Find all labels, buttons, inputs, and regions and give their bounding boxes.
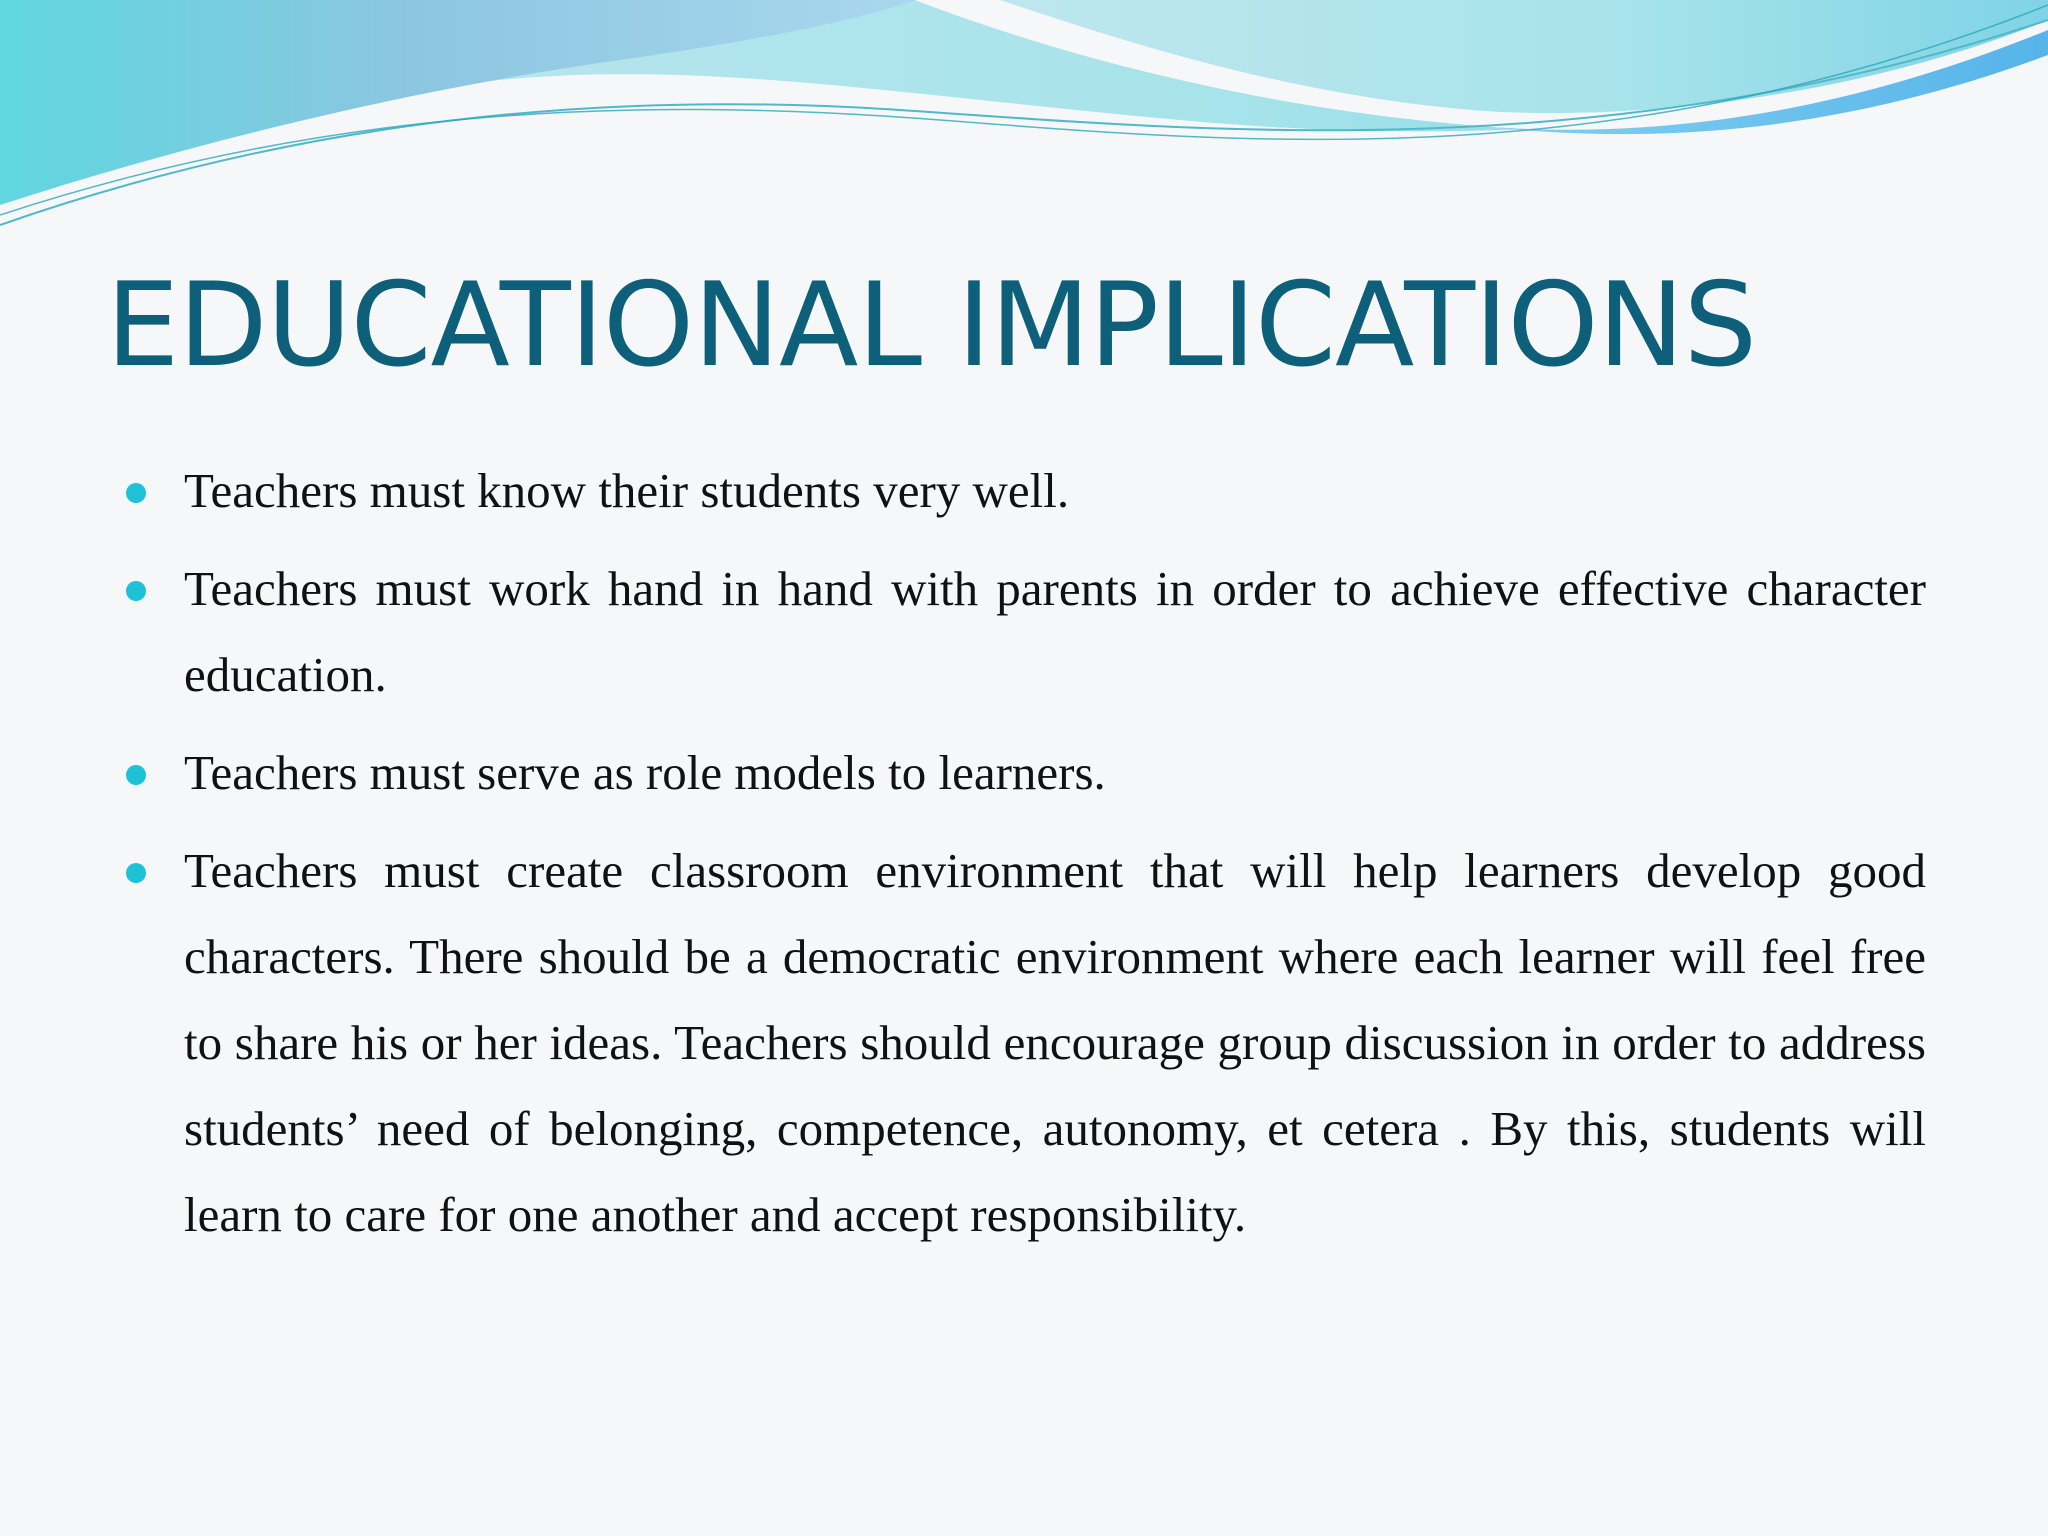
bullet-text: Teachers must serve as role models to learners. bbox=[184, 745, 1106, 800]
bullet-item bbox=[126, 448, 1926, 534]
bullet-list bbox=[126, 448, 1926, 1270]
bullet-text: Teachers must create classroom environment that will help learners develop good characters. There should be a democratic environment where each learner will feel free to share his or her ideas. Teachers should encourage group discussion in order to address students’ need of belonging, competence, autonomy, et cetera . By this, students will learn to care for one another and accept responsibility. bbox=[184, 843, 1926, 1242]
bullet-text: Teachers must work hand in hand with parents in order to achieve effective character education. bbox=[184, 561, 1926, 702]
bullet-item bbox=[126, 828, 1926, 1258]
bullet-dot-icon bbox=[126, 581, 146, 601]
bullet-text: Teachers must know their students very well. bbox=[184, 463, 1070, 518]
decorative-wave-banner bbox=[0, 0, 2048, 240]
bullet-item bbox=[126, 546, 1926, 718]
bullet-dot-icon bbox=[126, 483, 146, 503]
bullet-item bbox=[126, 730, 1926, 816]
slide-title: EDUCATIONAL IMPLICATIONS bbox=[106, 258, 1757, 393]
bullet-dot-icon bbox=[126, 765, 146, 785]
bullet-dot-icon bbox=[126, 863, 146, 883]
